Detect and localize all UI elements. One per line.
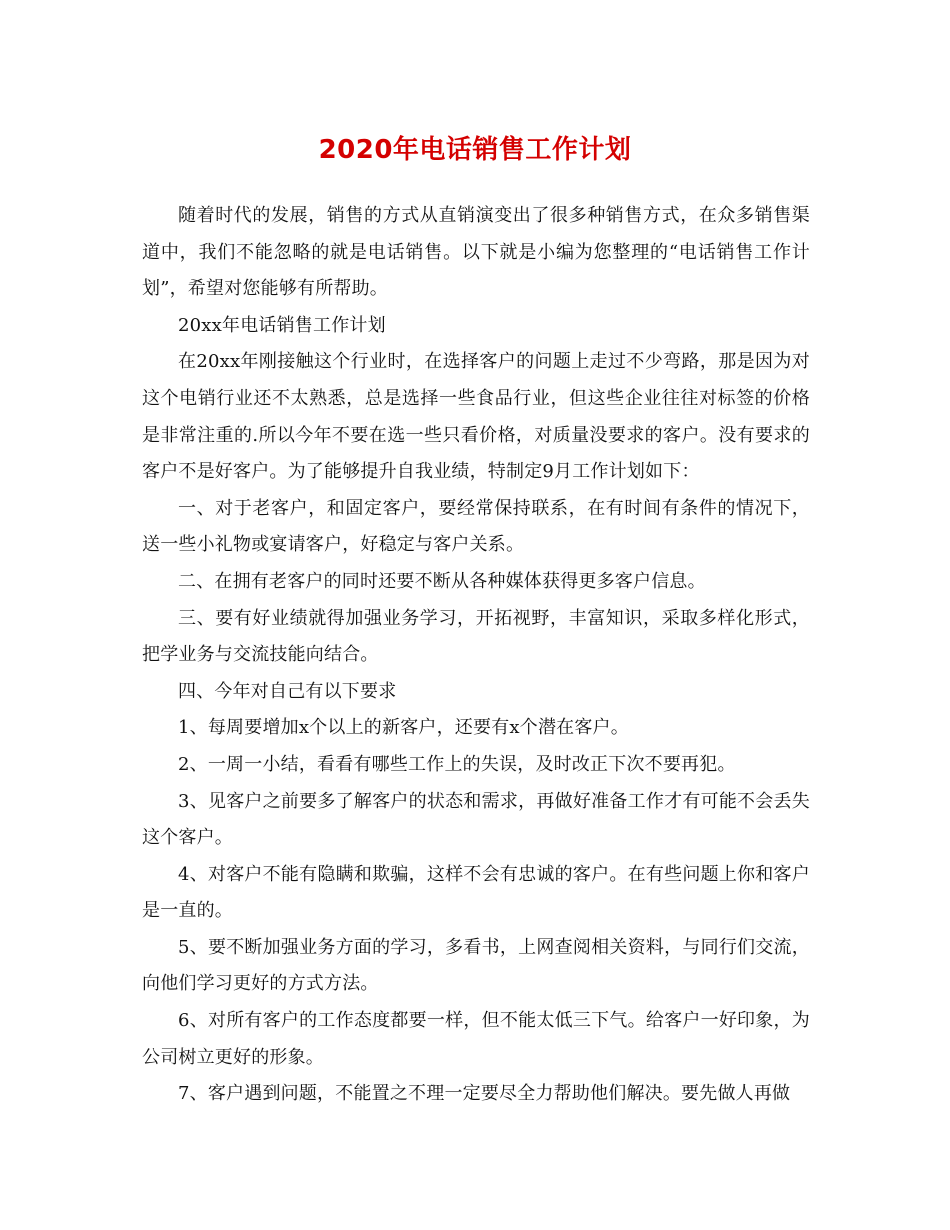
document-body	[142, 198, 810, 1113]
paragraph-point-4: 四、今年对自己有以下要求	[178, 680, 397, 702]
paragraph-req-6: 6、对所有客户的工作态度都要一样，但不能太低三下气。给客户一好印象，为公司树立更好的形象。	[142, 1010, 810, 1068]
paragraph-point-3: 三、要有好业绩就得加强业务学习，开拓视野，丰富知识，采取多样化形式，把学业务与交流技能向结合。	[142, 607, 810, 666]
paragraph-background: 在20xx年刚接触这个行业时，在选择客户的问题上走过不少弯路，那是因为对这个电销行业还不太熟悉，总是选择一些食品行业，但这些企业往往对标签的价格是非常注重的.所以今年不要在选一些只看价格，对质量没要求的客户。没有要求的客户不是好客户。为了能够提升自我业绩，特制定9月工作计划如下：	[142, 351, 810, 483]
document-title: 2020年电话销售工作计划	[318, 135, 632, 165]
paragraph-req-5: 5、要不断加强业务方面的学习，多看书，上网查阅相关资料，与同行们交流，向他们学习更好的方式方法。	[142, 936, 810, 995]
paragraph-req-2: 2、一周一小结，看看有哪些工作上的失误，及时改正下次不要再犯。	[178, 753, 736, 775]
paragraph-subtitle: 20xx年电话销售工作计划	[178, 314, 386, 336]
paragraph-point-1: 一、对于老客户，和固定客户，要经常保持联系，在有时间有条件的情况下，送一些小礼物或宴请客户，好稳定与客户关系。	[142, 497, 810, 556]
paragraph-req-4: 4、对客户不能有隐瞒和欺骗，这样不会有忠诚的客户。在有些问题上你和客户是一直的。	[142, 863, 810, 922]
paragraph-req-1: 1、每周要增加x个以上的新客户，还要有x个潜在客户。	[178, 717, 629, 739]
paragraph-point-2: 二、在拥有老客户的同时还要不断从各种媒体获得更多客户信息。	[178, 570, 706, 592]
paragraph-req-7: 7、客户遇到问题，不能置之不理一定要尽全力帮助他们解决。要先做人再做	[178, 1083, 791, 1105]
paragraph-req-3: 3、见客户之前要多了解客户的状态和需求，再做好准备工作才有可能不会丢失这个客户。	[142, 790, 810, 849]
paragraph-intro: 随着时代的发展，销售的方式从直销演变出了很多种销售方式，在众多销售渠道中，我们不能忽略的就是电话销售。以下就是小编为您整理的“电话销售工作计划”，希望对您能够有所帮助。	[142, 205, 810, 300]
